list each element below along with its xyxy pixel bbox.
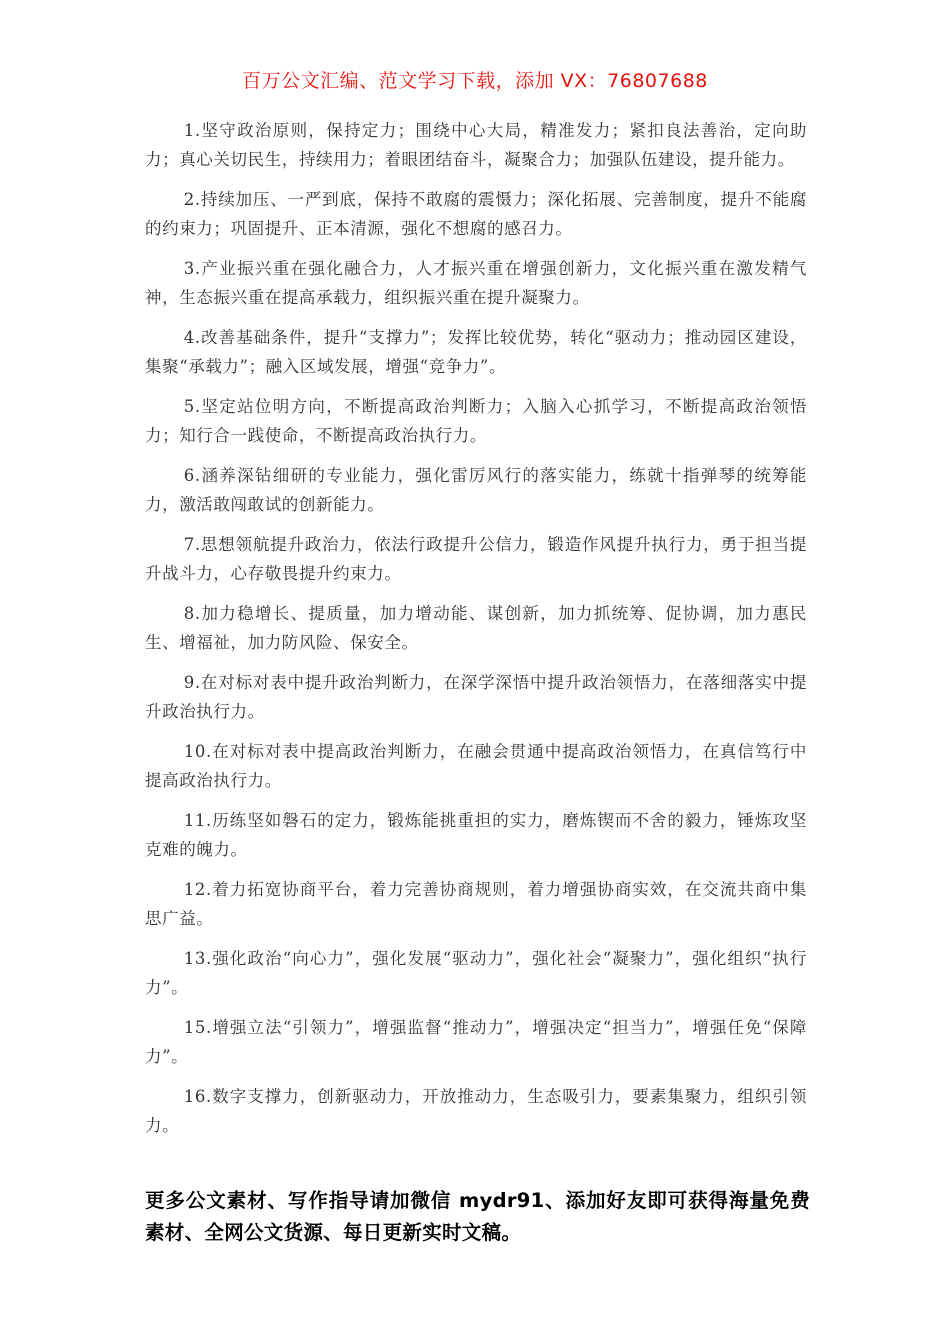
paragraph-16: 16.数字支撑力，创新驱动力，开放推动力，生态吸引力，要素集聚力，组织引领力。 bbox=[145, 1087, 807, 1135]
paragraph-6: 6.涵养深钻细研的专业能力，强化雷厉风行的落实能力，练就十指弹琴的统筹能力，激活敢闯敢试的创新能力。 bbox=[145, 466, 807, 514]
paragraph-11: 11.历练坚如磐石的定力，锻炼能挑重担的实力，磨炼锲而不舍的毅力，锤炼攻坚克难的魄力。 bbox=[145, 811, 807, 859]
paragraph-4: 4.改善基础条件，提升“支撑力”；发挥比较优势，转化“驱动力；推动园区建设，集聚“承载力”；融入区域发展，增强“竞争力”。 bbox=[145, 328, 807, 376]
document-body bbox=[145, 117, 807, 1152]
paragraph-13: 13.强化政治“向心力”，强化发展“驱动力”，强化社会“凝聚力”，强化组织“执行力”。 bbox=[145, 949, 807, 997]
paragraph-3: 3.产业振兴重在强化融合力，人才振兴重在增强创新力，文化振兴重在激发精气神，生态振兴重在提高承载力，组织振兴重在提升凝聚力。 bbox=[145, 259, 807, 307]
footer-promo-note: 更多公文素材、写作指导请加微信 mydr91、添加好友即可获得海量免费素材、全网公文货源、每日更新实时文稿。 bbox=[145, 1189, 810, 1244]
paragraph-9: 9.在对标对表中提升政治判断力，在深学深悟中提升政治领悟力，在落细落实中提升政治执行力。 bbox=[145, 673, 807, 721]
paragraph-2: 2.持续加压、一严到底，保持不敢腐的震慑力；深化拓展、完善制度，提升不能腐的约束力；巩固提升、正本清源，强化不想腐的感召力。 bbox=[145, 190, 807, 238]
header-banner-text: 百万公文汇编、范文学习下载，添加 VX：76807688 bbox=[242, 70, 708, 92]
paragraph-15: 15.增强立法“引领力”，增强监督“推动力”，增强决定“担当力”，增强任免“保障力”。 bbox=[145, 1018, 807, 1066]
paragraph-1: 1.坚守政治原则，保持定力；围绕中心大局，精准发力；紧扣良法善治，定向助力；真心关切民生，持续用力；着眼团结奋斗，凝聚合力；加强队伍建设，提升能力。 bbox=[145, 121, 807, 169]
paragraph-12: 12.着力拓宽协商平台，着力完善协商规则，着力增强协商实效，在交流共商中集思广益。 bbox=[145, 880, 807, 928]
paragraph-5: 5.坚定站位明方向，不断提高政治判断力；入脑入心抓学习，不断提高政治领悟力；知行合一践使命，不断提高政治执行力。 bbox=[145, 397, 807, 445]
paragraph-8: 8.加力稳增长、提质量，加力增动能、谋创新，加力抓统筹、促协调，加力惠民生、增福祉，加力防风险、保安全。 bbox=[145, 604, 807, 652]
paragraph-10: 10.在对标对表中提高政治判断力，在融会贯通中提高政治领悟力，在真信笃行中提高政治执行力。 bbox=[145, 742, 807, 790]
paragraph-7: 7.思想领航提升政治力，依法行政提升公信力，锻造作风提升执行力，勇于担当提升战斗力，心存敬畏提升约束力。 bbox=[145, 535, 807, 583]
